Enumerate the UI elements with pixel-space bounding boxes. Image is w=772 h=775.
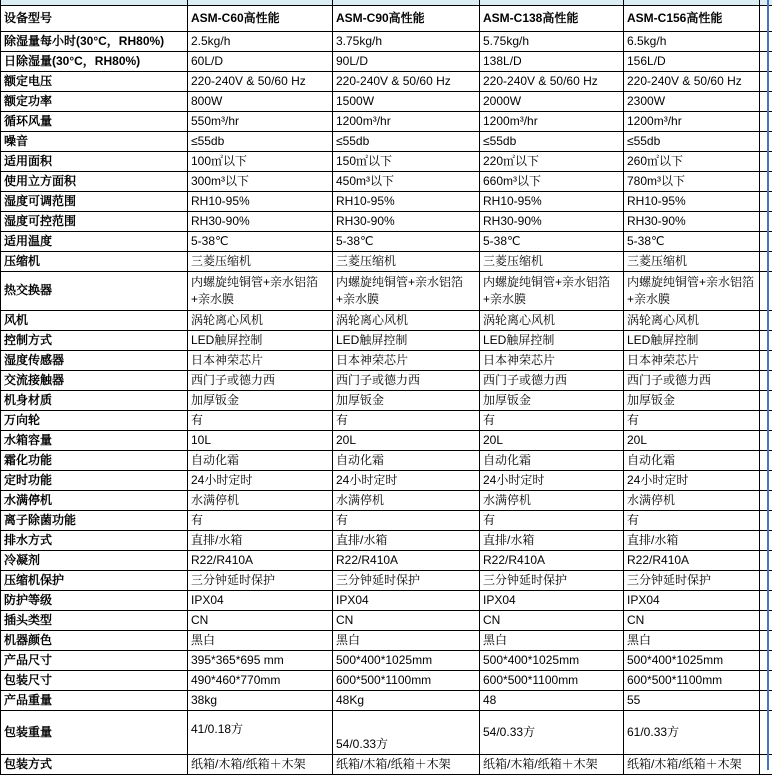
label-rated-power[interactable]: 额定功率 — [1, 91, 188, 111]
empty-cell[interactable] — [760, 390, 772, 410]
label-rated-voltage[interactable]: 额定电压 — [1, 71, 188, 91]
value-plug-type-1[interactable]: CN — [333, 610, 480, 630]
empty-cell[interactable] — [760, 51, 772, 71]
value-rated-voltage-3[interactable]: 220-240V & 50/60 Hz — [624, 71, 760, 91]
label-dehumidify-per-hour[interactable]: 除湿量每小时(30°C，RH80%) — [1, 31, 188, 51]
empty-cell[interactable] — [760, 610, 772, 630]
label-applicable-cubic[interactable]: 使用立方面积 — [1, 171, 188, 191]
header-cell-3[interactable]: ASM-C138高性能 — [480, 5, 624, 31]
value-control-mode-0[interactable]: LED触屏控制 — [188, 330, 333, 350]
value-package-weight-3[interactable]: 61/0.33方 — [624, 710, 760, 754]
value-defrost-2[interactable]: 自动化霜 — [480, 450, 624, 470]
empty-cell[interactable] — [760, 690, 772, 710]
empty-cell[interactable] — [760, 111, 772, 131]
empty-cell[interactable] — [760, 630, 772, 650]
label-ion-sterilize[interactable]: 离子除菌功能 — [1, 510, 188, 530]
value-machine-color-3[interactable]: 黑白 — [624, 630, 760, 650]
value-compressor-protection-2[interactable]: 三分钟延时保护 — [480, 570, 624, 590]
row-product-size — [1, 650, 772, 670]
value-compressor-2[interactable]: 三菱压缩机 — [480, 251, 624, 271]
value-applicable-cubic-0[interactable]: 300m³以下 — [188, 171, 333, 191]
value-noise-2[interactable]: ≤55db — [480, 131, 624, 151]
value-timer-0[interactable]: 24小时定时 — [188, 470, 333, 490]
empty-cell[interactable] — [760, 211, 772, 231]
label-humidity-sensor[interactable]: 湿度传感器 — [1, 350, 188, 370]
value-refrigerant-2[interactable]: R22/R410A — [480, 550, 624, 570]
label-protection-grade[interactable]: 防护等级 — [1, 590, 188, 610]
value-fan-2[interactable]: 涡轮离心风机 — [480, 310, 624, 330]
value-full-stop-2[interactable]: 水满停机 — [480, 490, 624, 510]
value-applicable-cubic-3[interactable]: 780m³以下 — [624, 171, 760, 191]
value-applicable-area-2[interactable]: 220㎡以下 — [480, 151, 624, 171]
value-refrigerant-3[interactable]: R22/R410A — [624, 550, 760, 570]
label-fan[interactable]: 风机 — [1, 310, 188, 330]
value-timer-1[interactable]: 24小时定时 — [333, 470, 480, 490]
value-humidity-control-range-3[interactable]: RH30-90% — [624, 211, 760, 231]
label-defrost[interactable]: 霜化功能 — [1, 450, 188, 470]
value-air-volume-2[interactable]: 1200m³/hr — [480, 111, 624, 131]
header-cell-empty[interactable] — [760, 5, 772, 31]
empty-cell[interactable] — [760, 370, 772, 390]
row-product-weight — [1, 690, 772, 710]
row-package-weight — [1, 710, 772, 754]
header-cell-0[interactable]: 设备型号 — [1, 5, 188, 31]
empty-cell[interactable] — [760, 410, 772, 430]
row-package-method — [1, 754, 772, 774]
label-air-volume[interactable]: 循环风量 — [1, 111, 188, 131]
value-timer-2[interactable]: 24小时定时 — [480, 470, 624, 490]
value-humidity-sensor-1[interactable]: 日本神荣芯片 — [333, 350, 480, 370]
empty-cell[interactable] — [760, 550, 772, 570]
value-ion-sterilize-3[interactable]: 有 — [624, 510, 760, 530]
value-ion-sterilize-2[interactable]: 有 — [480, 510, 624, 530]
value-drainage-1[interactable]: 直排/水箱 — [333, 530, 480, 550]
label-applicable-temp[interactable]: 适用温度 — [1, 231, 188, 251]
value-ac-contactor-1[interactable]: 西门子或德力西 — [333, 370, 480, 390]
value-air-volume-1[interactable]: 1200m³/hr — [333, 111, 480, 131]
header-row — [1, 5, 772, 31]
empty-cell[interactable] — [760, 570, 772, 590]
value-package-method-3[interactable]: 纸箱/木箱/纸箱＋木架 — [624, 754, 760, 774]
value-applicable-cubic-1[interactable]: 450m³以下 — [333, 171, 480, 191]
row-ac-contactor — [1, 370, 772, 390]
label-compressor-protection[interactable]: 压缩机保护 — [1, 570, 188, 590]
value-full-stop-3[interactable]: 水满停机 — [624, 490, 760, 510]
row-humidity-adjust-range — [1, 191, 772, 211]
row-machine-color — [1, 630, 772, 650]
value-protection-grade-2[interactable]: IPX04 — [480, 590, 624, 610]
row-humidity-control-range — [1, 211, 772, 231]
value-body-material-2[interactable]: 加厚钣金 — [480, 390, 624, 410]
value-refrigerant-1[interactable]: R22/R410A — [333, 550, 480, 570]
label-machine-color[interactable]: 机器颜色 — [1, 630, 188, 650]
value-heat-exchanger-3[interactable]: 内螺旋纯铜管+亲水铝箔+亲水膜 — [624, 271, 760, 310]
empty-cell[interactable] — [760, 231, 772, 251]
value-package-weight-2[interactable]: 54/0.33方 — [480, 710, 624, 754]
value-humidity-sensor-3[interactable]: 日本神荣芯片 — [624, 350, 760, 370]
value-machine-color-2[interactable]: 黑白 — [480, 630, 624, 650]
empty-cell[interactable] — [760, 490, 772, 510]
value-heat-exchanger-2[interactable]: 内螺旋纯铜管+亲水铝箔+亲水膜 — [480, 271, 624, 310]
value-full-stop-0[interactable]: 水满停机 — [188, 490, 333, 510]
value-casters-1[interactable]: 有 — [333, 410, 480, 430]
label-daily-dehumidify[interactable]: 日除湿量(30°C，RH80%) — [1, 51, 188, 71]
label-control-mode[interactable]: 控制方式 — [1, 330, 188, 350]
value-plug-type-3[interactable]: CN — [624, 610, 760, 630]
value-heat-exchanger-0[interactable]: 内螺旋纯铜管+亲水铝箔+亲水膜 — [188, 271, 333, 310]
value-machine-color-1[interactable]: 黑白 — [333, 630, 480, 650]
value-dehumidify-per-hour-0[interactable]: 2.5kg/h — [188, 31, 333, 51]
empty-cell[interactable] — [760, 171, 772, 191]
value-package-size-1[interactable]: 600*500*1100mm — [333, 670, 480, 690]
value-compressor-protection-1[interactable]: 三分钟延时保护 — [333, 570, 480, 590]
row-noise — [1, 131, 772, 151]
row-dehumidify-per-hour — [1, 31, 772, 51]
value-ac-contactor-0[interactable]: 西门子或德力西 — [188, 370, 333, 390]
value-plug-type-2[interactable]: CN — [480, 610, 624, 630]
empty-cell[interactable] — [760, 271, 772, 310]
value-product-weight-1[interactable]: 48Kg — [333, 690, 480, 710]
label-package-method[interactable]: 包装方式 — [1, 754, 188, 774]
empty-cell[interactable] — [760, 251, 772, 271]
value-compressor-3[interactable]: 三菱压缩机 — [624, 251, 760, 271]
row-defrost — [1, 450, 772, 470]
label-plug-type[interactable]: 插头类型 — [1, 610, 188, 630]
value-product-size-0[interactable]: 395*365*695 mm — [188, 650, 333, 670]
row-control-mode — [1, 330, 772, 350]
value-body-material-3[interactable]: 加厚钣金 — [624, 390, 760, 410]
empty-cell[interactable] — [760, 510, 772, 530]
value-full-stop-1[interactable]: 水满停机 — [333, 490, 480, 510]
empty-cell[interactable] — [760, 670, 772, 690]
value-fan-0[interactable]: 涡轮离心风机 — [188, 310, 333, 330]
value-protection-grade-0[interactable]: IPX04 — [188, 590, 333, 610]
empty-cell[interactable] — [760, 754, 772, 774]
row-daily-dehumidify — [1, 51, 772, 71]
empty-cell[interactable] — [760, 131, 772, 151]
value-rated-voltage-0[interactable]: 220-240V & 50/60 Hz — [188, 71, 333, 91]
row-package-size — [1, 670, 772, 690]
row-applicable-area — [1, 151, 772, 171]
row-rated-voltage — [1, 71, 772, 91]
value-rated-voltage-2[interactable]: 220-240V & 50/60 Hz — [480, 71, 624, 91]
value-drainage-0[interactable]: 直排/水箱 — [188, 530, 333, 550]
value-protection-grade-3[interactable]: IPX04 — [624, 590, 760, 610]
value-daily-dehumidify-0[interactable]: 60L/D — [188, 51, 333, 71]
value-casters-3[interactable]: 有 — [624, 410, 760, 430]
value-applicable-temp-3[interactable]: 5-38℃ — [624, 231, 760, 251]
row-tank-capacity — [1, 430, 772, 450]
row-rated-power — [1, 91, 772, 111]
label-drainage[interactable]: 排水方式 — [1, 530, 188, 550]
value-casters-2[interactable]: 有 — [480, 410, 624, 430]
value-applicable-temp-0[interactable]: 5-38℃ — [188, 231, 333, 251]
value-product-weight-3[interactable]: 55 — [624, 690, 760, 710]
empty-cell[interactable] — [760, 450, 772, 470]
row-applicable-temp — [1, 231, 772, 251]
label-heat-exchanger[interactable]: 热交换器 — [1, 271, 188, 310]
empty-cell[interactable] — [760, 430, 772, 450]
value-ion-sterilize-1[interactable]: 有 — [333, 510, 480, 530]
value-rated-power-0[interactable]: 800W — [188, 91, 333, 111]
value-product-weight-2[interactable]: 48 — [480, 690, 624, 710]
value-rated-power-3[interactable]: 2300W — [624, 91, 760, 111]
value-package-size-3[interactable]: 600*500*1100mm — [624, 670, 760, 690]
value-drainage-3[interactable]: 直排/水箱 — [624, 530, 760, 550]
value-daily-dehumidify-3[interactable]: 156L/D — [624, 51, 760, 71]
value-compressor-1[interactable]: 三菱压缩机 — [333, 251, 480, 271]
value-casters-0[interactable]: 有 — [188, 410, 333, 430]
value-rated-voltage-1[interactable]: 220-240V & 50/60 Hz — [333, 71, 480, 91]
label-humidity-adjust-range[interactable]: 湿度可调范围 — [1, 191, 188, 211]
empty-cell[interactable] — [760, 470, 772, 490]
label-package-weight[interactable]: 包装重量 — [1, 710, 188, 754]
value-compressor-0[interactable]: 三菱压缩机 — [188, 251, 333, 271]
row-casters — [1, 410, 772, 430]
value-noise-3[interactable]: ≤55db — [624, 131, 760, 151]
value-dehumidify-per-hour-1[interactable]: 3.75kg/h — [333, 31, 480, 51]
value-package-method-2[interactable]: 纸箱/木箱/纸箱＋木架 — [480, 754, 624, 774]
value-dehumidify-per-hour-3[interactable]: 6.5kg/h — [624, 31, 760, 51]
value-package-method-1[interactable]: 纸箱/木箱/纸箱＋木架 — [333, 754, 480, 774]
value-fan-3[interactable]: 涡轮离心风机 — [624, 310, 760, 330]
label-body-material[interactable]: 机身材质 — [1, 390, 188, 410]
empty-cell[interactable] — [760, 530, 772, 550]
value-tank-capacity-3[interactable]: 20L — [624, 430, 760, 450]
value-body-material-0[interactable]: 加厚钣金 — [188, 390, 333, 410]
row-humidity-sensor — [1, 350, 772, 370]
value-defrost-1[interactable]: 自动化霜 — [333, 450, 480, 470]
value-package-weight-1[interactable]: 54/0.33方 — [333, 710, 480, 754]
value-tank-capacity-2[interactable]: 20L — [480, 430, 624, 450]
value-applicable-area-3[interactable]: 260㎡以下 — [624, 151, 760, 171]
empty-cell[interactable] — [760, 31, 772, 51]
row-fan — [1, 310, 772, 330]
value-applicable-temp-1[interactable]: 5-38℃ — [333, 231, 480, 251]
value-product-size-3[interactable]: 500*400*1025mm — [624, 650, 760, 670]
label-tank-capacity[interactable]: 水箱容量 — [1, 430, 188, 450]
value-applicable-area-1[interactable]: 150㎡以下 — [333, 151, 480, 171]
row-ion-sterilize — [1, 510, 772, 530]
value-compressor-protection-0[interactable]: 三分钟延时保护 — [188, 570, 333, 590]
label-timer[interactable]: 定时功能 — [1, 470, 188, 490]
value-applicable-cubic-2[interactable]: 660m³以下 — [480, 171, 624, 191]
row-protection-grade — [1, 590, 772, 610]
label-ac-contactor[interactable]: 交流接触器 — [1, 370, 188, 390]
row-compressor-protection — [1, 570, 772, 590]
value-humidity-control-range-1[interactable]: RH30-90% — [333, 211, 480, 231]
value-humidity-sensor-0[interactable]: 日本神荣芯片 — [188, 350, 333, 370]
row-compressor — [1, 251, 772, 271]
row-body-material — [1, 390, 772, 410]
value-refrigerant-0[interactable]: R22/R410A — [188, 550, 333, 570]
value-air-volume-3[interactable]: 1200m³/hr — [624, 111, 760, 131]
label-noise[interactable]: 噪音 — [1, 131, 188, 151]
value-noise-1[interactable]: ≤55db — [333, 131, 480, 151]
row-applicable-cubic — [1, 171, 772, 191]
label-product-weight[interactable]: 产品重量 — [1, 690, 188, 710]
value-ion-sterilize-0[interactable]: 有 — [188, 510, 333, 530]
value-package-size-0[interactable]: 490*460*770mm — [188, 670, 333, 690]
value-timer-3[interactable]: 24小时定时 — [624, 470, 760, 490]
value-control-mode-1[interactable]: LED触屏控制 — [333, 330, 480, 350]
value-control-mode-3[interactable]: LED触屏控制 — [624, 330, 760, 350]
value-daily-dehumidify-1[interactable]: 90L/D — [333, 51, 480, 71]
value-compressor-protection-3[interactable]: 三分钟延时保护 — [624, 570, 760, 590]
value-body-material-1[interactable]: 加厚钣金 — [333, 390, 480, 410]
value-humidity-adjust-range-2[interactable]: RH10-95% — [480, 191, 624, 211]
value-rated-power-1[interactable]: 1500W — [333, 91, 480, 111]
label-full-stop[interactable]: 水满停机 — [1, 490, 188, 510]
row-plug-type — [1, 610, 772, 630]
value-product-size-2[interactable]: 500*400*1025mm — [480, 650, 624, 670]
header-cell-2[interactable]: ASM-C90高性能 — [333, 5, 480, 31]
empty-cell[interactable] — [760, 710, 772, 754]
row-heat-exchanger — [1, 271, 772, 310]
empty-cell[interactable] — [760, 151, 772, 171]
value-ac-contactor-3[interactable]: 西门子或德力西 — [624, 370, 760, 390]
value-plug-type-0[interactable]: CN — [188, 610, 333, 630]
value-humidity-control-range-2[interactable]: RH30-90% — [480, 211, 624, 231]
header-cell-4[interactable]: ASM-C156高性能 — [624, 5, 760, 31]
label-compressor[interactable]: 压缩机 — [1, 251, 188, 271]
value-applicable-area-0[interactable]: 100㎡以下 — [188, 151, 333, 171]
value-humidity-adjust-range-1[interactable]: RH10-95% — [333, 191, 480, 211]
value-package-size-2[interactable]: 600*500*1100mm — [480, 670, 624, 690]
value-noise-0[interactable]: ≤55db — [188, 131, 333, 151]
row-refrigerant — [1, 550, 772, 570]
value-control-mode-2[interactable]: LED触屏控制 — [480, 330, 624, 350]
value-heat-exchanger-1[interactable]: 内螺旋纯铜管+亲水铝箔+亲水膜 — [333, 271, 480, 310]
value-humidity-control-range-0[interactable]: RH30-90% — [188, 211, 333, 231]
empty-cell[interactable] — [760, 191, 772, 211]
row-air-volume — [1, 111, 772, 131]
value-machine-color-0[interactable]: 黑白 — [188, 630, 333, 650]
value-humidity-adjust-range-0[interactable]: RH10-95% — [188, 191, 333, 211]
empty-cell[interactable] — [760, 350, 772, 370]
empty-cell[interactable] — [760, 310, 772, 330]
value-package-weight-0[interactable]: 41/0.18方 — [188, 710, 333, 754]
value-product-size-1[interactable]: 500*400*1025mm — [333, 650, 480, 670]
empty-cell[interactable] — [760, 71, 772, 91]
value-tank-capacity-1[interactable]: 20L — [333, 430, 480, 450]
value-package-method-0[interactable]: 纸箱/木箱/纸箱＋木架 — [188, 754, 333, 774]
value-protection-grade-1[interactable]: IPX04 — [333, 590, 480, 610]
value-rated-power-2[interactable]: 2000W — [480, 91, 624, 111]
value-air-volume-0[interactable]: 550m³/hr — [188, 111, 333, 131]
value-dehumidify-per-hour-2[interactable]: 5.75kg/h — [480, 31, 624, 51]
value-defrost-3[interactable]: 自动化霜 — [624, 450, 760, 470]
value-fan-1[interactable]: 涡轮离心风机 — [333, 310, 480, 330]
label-humidity-control-range[interactable]: 湿度可控范围 — [1, 211, 188, 231]
value-ac-contactor-2[interactable]: 西门子或德力西 — [480, 370, 624, 390]
value-humidity-sensor-2[interactable]: 日本神荣芯片 — [480, 350, 624, 370]
value-drainage-2[interactable]: 直排/水箱 — [480, 530, 624, 550]
label-product-size[interactable]: 产品尺寸 — [1, 650, 188, 670]
value-applicable-temp-2[interactable]: 5-38℃ — [480, 231, 624, 251]
row-timer — [1, 470, 772, 490]
label-applicable-area[interactable]: 适用面积 — [1, 151, 188, 171]
header-cell-1[interactable]: ASM-C60高性能 — [188, 5, 333, 31]
value-tank-capacity-0[interactable]: 10L — [188, 430, 333, 450]
label-package-size[interactable]: 包装尺寸 — [1, 670, 188, 690]
value-humidity-adjust-range-3[interactable]: RH10-95% — [624, 191, 760, 211]
row-drainage — [1, 530, 772, 550]
empty-cell[interactable] — [760, 91, 772, 111]
value-defrost-0[interactable]: 自动化霜 — [188, 450, 333, 470]
label-casters[interactable]: 万向轮 — [1, 410, 188, 430]
empty-cell[interactable] — [760, 650, 772, 670]
value-daily-dehumidify-2[interactable]: 138L/D — [480, 51, 624, 71]
label-refrigerant[interactable]: 冷凝剂 — [1, 550, 188, 570]
empty-cell[interactable] — [760, 590, 772, 610]
empty-cell[interactable] — [760, 330, 772, 350]
value-product-weight-0[interactable]: 38kg — [188, 690, 333, 710]
row-full-stop — [1, 490, 772, 510]
